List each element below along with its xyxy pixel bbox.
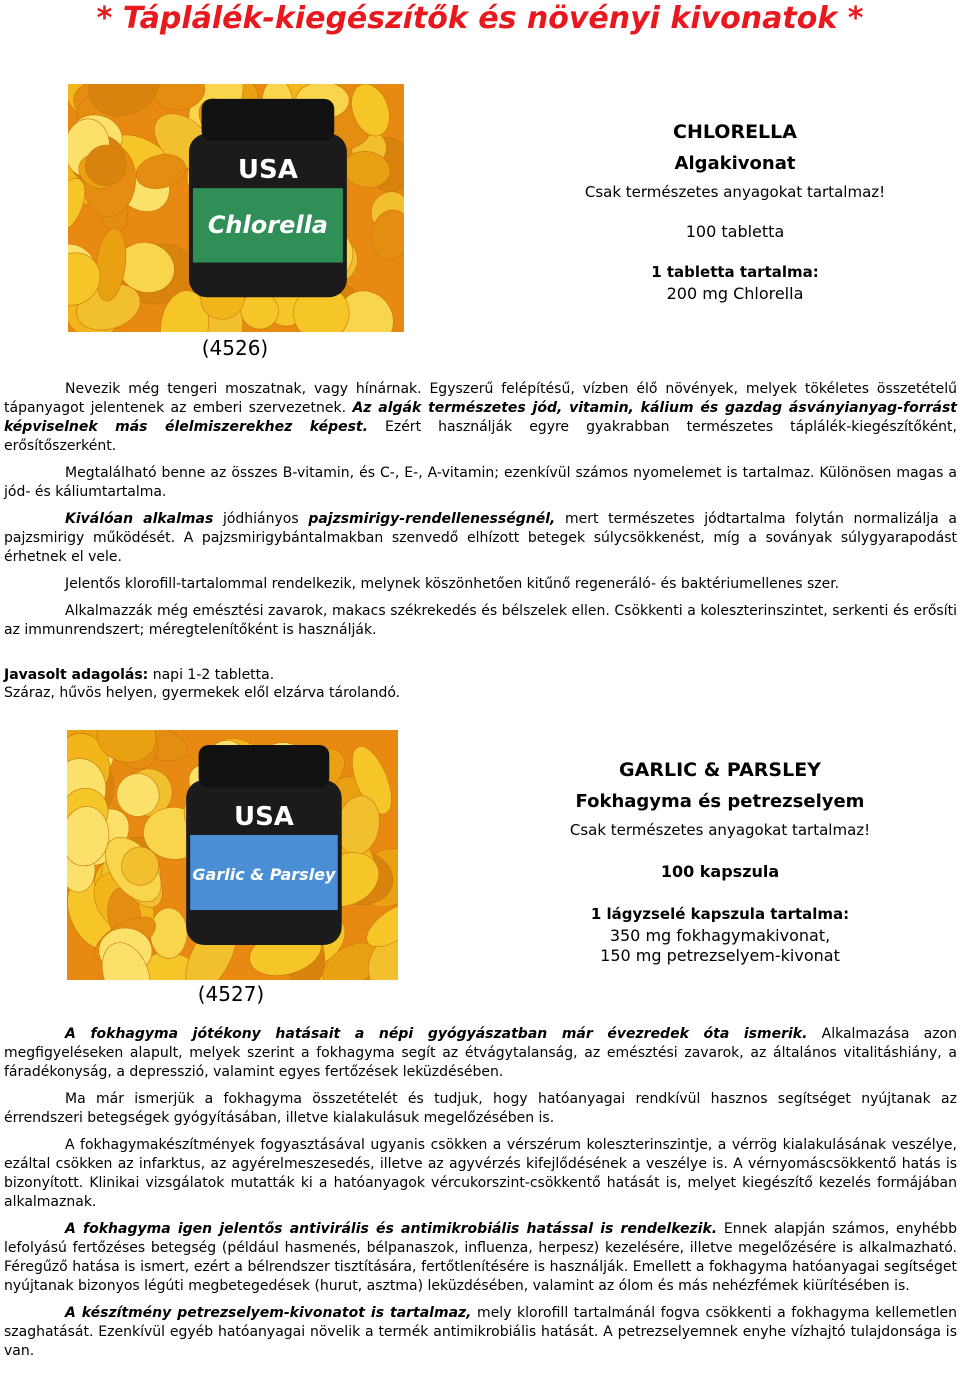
description-paragraph — [4, 464, 957, 502]
description-paragraph — [4, 575, 957, 594]
content-value: 200 mg Chlorella — [666, 284, 804, 303]
product-info-chlorella — [540, 120, 930, 304]
product-code: (4526) — [201, 336, 269, 360]
product-subtitle: Algakivonat — [674, 153, 796, 174]
chlorella-jar-image — [189, 99, 347, 297]
dosage-block — [4, 666, 400, 702]
product-code: (4527) — [197, 982, 265, 1006]
paragraph-text: mely klorofill tartalmánál fogva csökkenti a fokhagyma kellemetlen szaghatását. Ezenkívül egyéb hatóanyagai növelik a termék antimikrobiális hatását. A petrezselyemnek enyhe vízhajtó tulajdonsága is van. — [4, 1305, 957, 1359]
page-title: * Táplálék-kiegészítők és növényi kivonatok * — [96, 1, 864, 36]
content-label: 1 tabletta tartalma: — [651, 263, 819, 281]
dosage-label: Javasolt adagolás: — [4, 667, 149, 683]
natural-ingredients-note: Csak természetes anyagokat tartalmaz! — [584, 183, 886, 201]
description-paragraph — [4, 1025, 957, 1082]
emphasized-text: pajzsmirigy-rendellenességnél, — [308, 511, 556, 527]
description-paragraph — [4, 1090, 957, 1128]
paragraph-text: Nevezik még tengeri moszatnak, vagy hínárnak. Egyszerű felépítésű, vízben élő növények, melyek tökéletes összetételű tápanyagot jelentenek az emberi szervezetnek. — [4, 381, 957, 416]
product-name: CHLORELLA — [673, 121, 797, 143]
emphasized-text: A készítmény petrezselyem-kivonatot is tartalmaz, — [65, 1305, 472, 1321]
paragraph-text: A fokhagymakészítmények fogyasztásával ugyanis csökken a vérszérum koleszterinszintje, a vérrög kialakulásának veszélye, ezáltal csökken az infarktus, az agyérelmeszesedés, illetve az agyvérzés kifejlődésének a veszélye is. A vérnyomáscsökkentő hatás is bizonyított. Klinikai vizsgálatok mutatták ki a hatóanyagok vércukorszint-csökkentő hatását is, melyet kiegészítő kezelés formájában alkalmaznak. — [4, 1137, 957, 1210]
description-paragraph — [4, 510, 957, 567]
natural-ingredients-note: Csak természetes anyagokat tartalmaz! — [569, 821, 871, 839]
product-info-garlic-parsley — [520, 758, 920, 966]
autumn-leaves-background — [67, 730, 398, 980]
dosage-value: napi 1-2 tabletta. — [148, 667, 275, 683]
garlic-parsley-product-image — [67, 730, 398, 980]
paragraph-text: Ezért használják egyre gyakrabban természetes táplálék-kiegészítőként, erősítőszerként. — [4, 419, 957, 454]
storage-note: Száraz, hűvös helyen, gyermekek elől elzárva tárolandó. — [4, 685, 401, 701]
svg-text:USA: USA — [237, 155, 298, 186]
product-description-garlic-parsley — [4, 1025, 957, 1361]
svg-text:Garlic & Parsley: Garlic & Parsley — [192, 865, 336, 884]
paragraph-text: mert természetes jódtartalma folytán normalizálja a pajzsmirigy működését. A pajzsmirigybántalmakban szenvedő elhízott betegek súlycsökkenést, míg a soványak súlygyarapodást érhetnek el vele. — [4, 511, 957, 565]
emphasized-text: Az algák természetes jód, vitamin, kálium és gazdag ásványianyag-forrást képviselnek más élelmiszerekhez képest. — [4, 400, 957, 435]
autumn-leaves-background — [68, 84, 404, 332]
garlic-parsley-jar-image — [186, 745, 342, 945]
chlorella-product-image — [68, 84, 404, 332]
product-description-chlorella — [4, 380, 957, 640]
leaf-shape — [150, 908, 187, 958]
description-paragraph — [4, 602, 957, 640]
paragraph-text: Megtalálható benne az összes B-vitamin, és C-, E-, A-vitamin; ezenkívül számos nyomelemet is tartalmaz. Különösen magas a jód- és káliumtartalma. — [4, 465, 957, 500]
paragraph-text: Ennek alapján számos, enyhébb lefolyású fertőzéses betegség (például hasmenés, bélpanaszok, influenza, herpesz) kezelésére, illetve megelőzésére is alkalmazható. Féregűző hatása is ismert, ezért a bélrendszer tisztítására, fertőtlenítésére is használják. Emellett a fokhagyma hatóanyagai segítséget nyújtanak bizonyos légúti megbetegedések (hurut, asztma) leküzdésében, valamint az ólom és más nehézfémek kiürítésében is. — [4, 1221, 957, 1294]
product-quantity: 100 kapszula — [660, 862, 780, 881]
description-paragraph — [4, 1136, 957, 1212]
content-value: 350 mg fokhagymakivonat, — [609, 926, 831, 945]
emphasized-text: A fokhagyma igen jelentős antivirális és antimikrobiális hatással is rendelkezik. — [65, 1221, 718, 1237]
content-value: 150 mg petrezselyem-kivonat — [600, 946, 840, 965]
paragraph-text: Jelentős klorofill-tartalommal rendelkezik, melynek köszönhetően kitűnő regeneráló- és baktériumellenes szer. — [65, 576, 840, 592]
paragraph-text: Alkalmazása azon megfigyeléseken alapult, melyek szerint a fokhagyma segít az étvágytalanság, az emésztési zavarok, az általános vitalitáshiány, a fáradékonyság, a depresszió, valamint egyes fertőzések leküzdésében. — [4, 1026, 957, 1080]
content-label: 1 lágyzselé kapszula tartalma: — [590, 905, 850, 923]
paragraph-text: Alkalmazzák még emésztési zavarok, makacs székrekedés és bélszelek ellen. Csökkenti a koleszterinszintet, serkenti és erősíti az immunrendszert; méregtelenítőként is használják. — [4, 603, 957, 638]
product-name: GARLIC & PARSLEY — [619, 759, 821, 781]
svg-text:Chlorella: Chlorella — [207, 210, 329, 239]
description-paragraph — [4, 1220, 957, 1296]
emphasized-text: A fokhagyma jótékony hatásait a népi gyógyászatban már évezredek óta ismerik. — [65, 1026, 808, 1042]
emphasized-text: Kiválóan alkalmas — [65, 511, 214, 527]
product-subtitle: Fokhagyma és petrezselyem — [575, 791, 865, 812]
description-paragraph — [4, 1304, 957, 1361]
paragraph-text: Ma már ismerjük a fokhagyma összetételét és tudjuk, hogy hatóanyagai rendkívül hasznos segítséget nyújtanak az érrendszeri betegségek gyógyításában, illetve kialakulásuk megelőzésében is. — [4, 1091, 957, 1126]
description-paragraph — [4, 380, 957, 456]
svg-text:USA: USA — [233, 802, 294, 832]
product-quantity: 100 tabletta — [685, 222, 785, 241]
paragraph-text: jódhiányos — [213, 511, 309, 527]
